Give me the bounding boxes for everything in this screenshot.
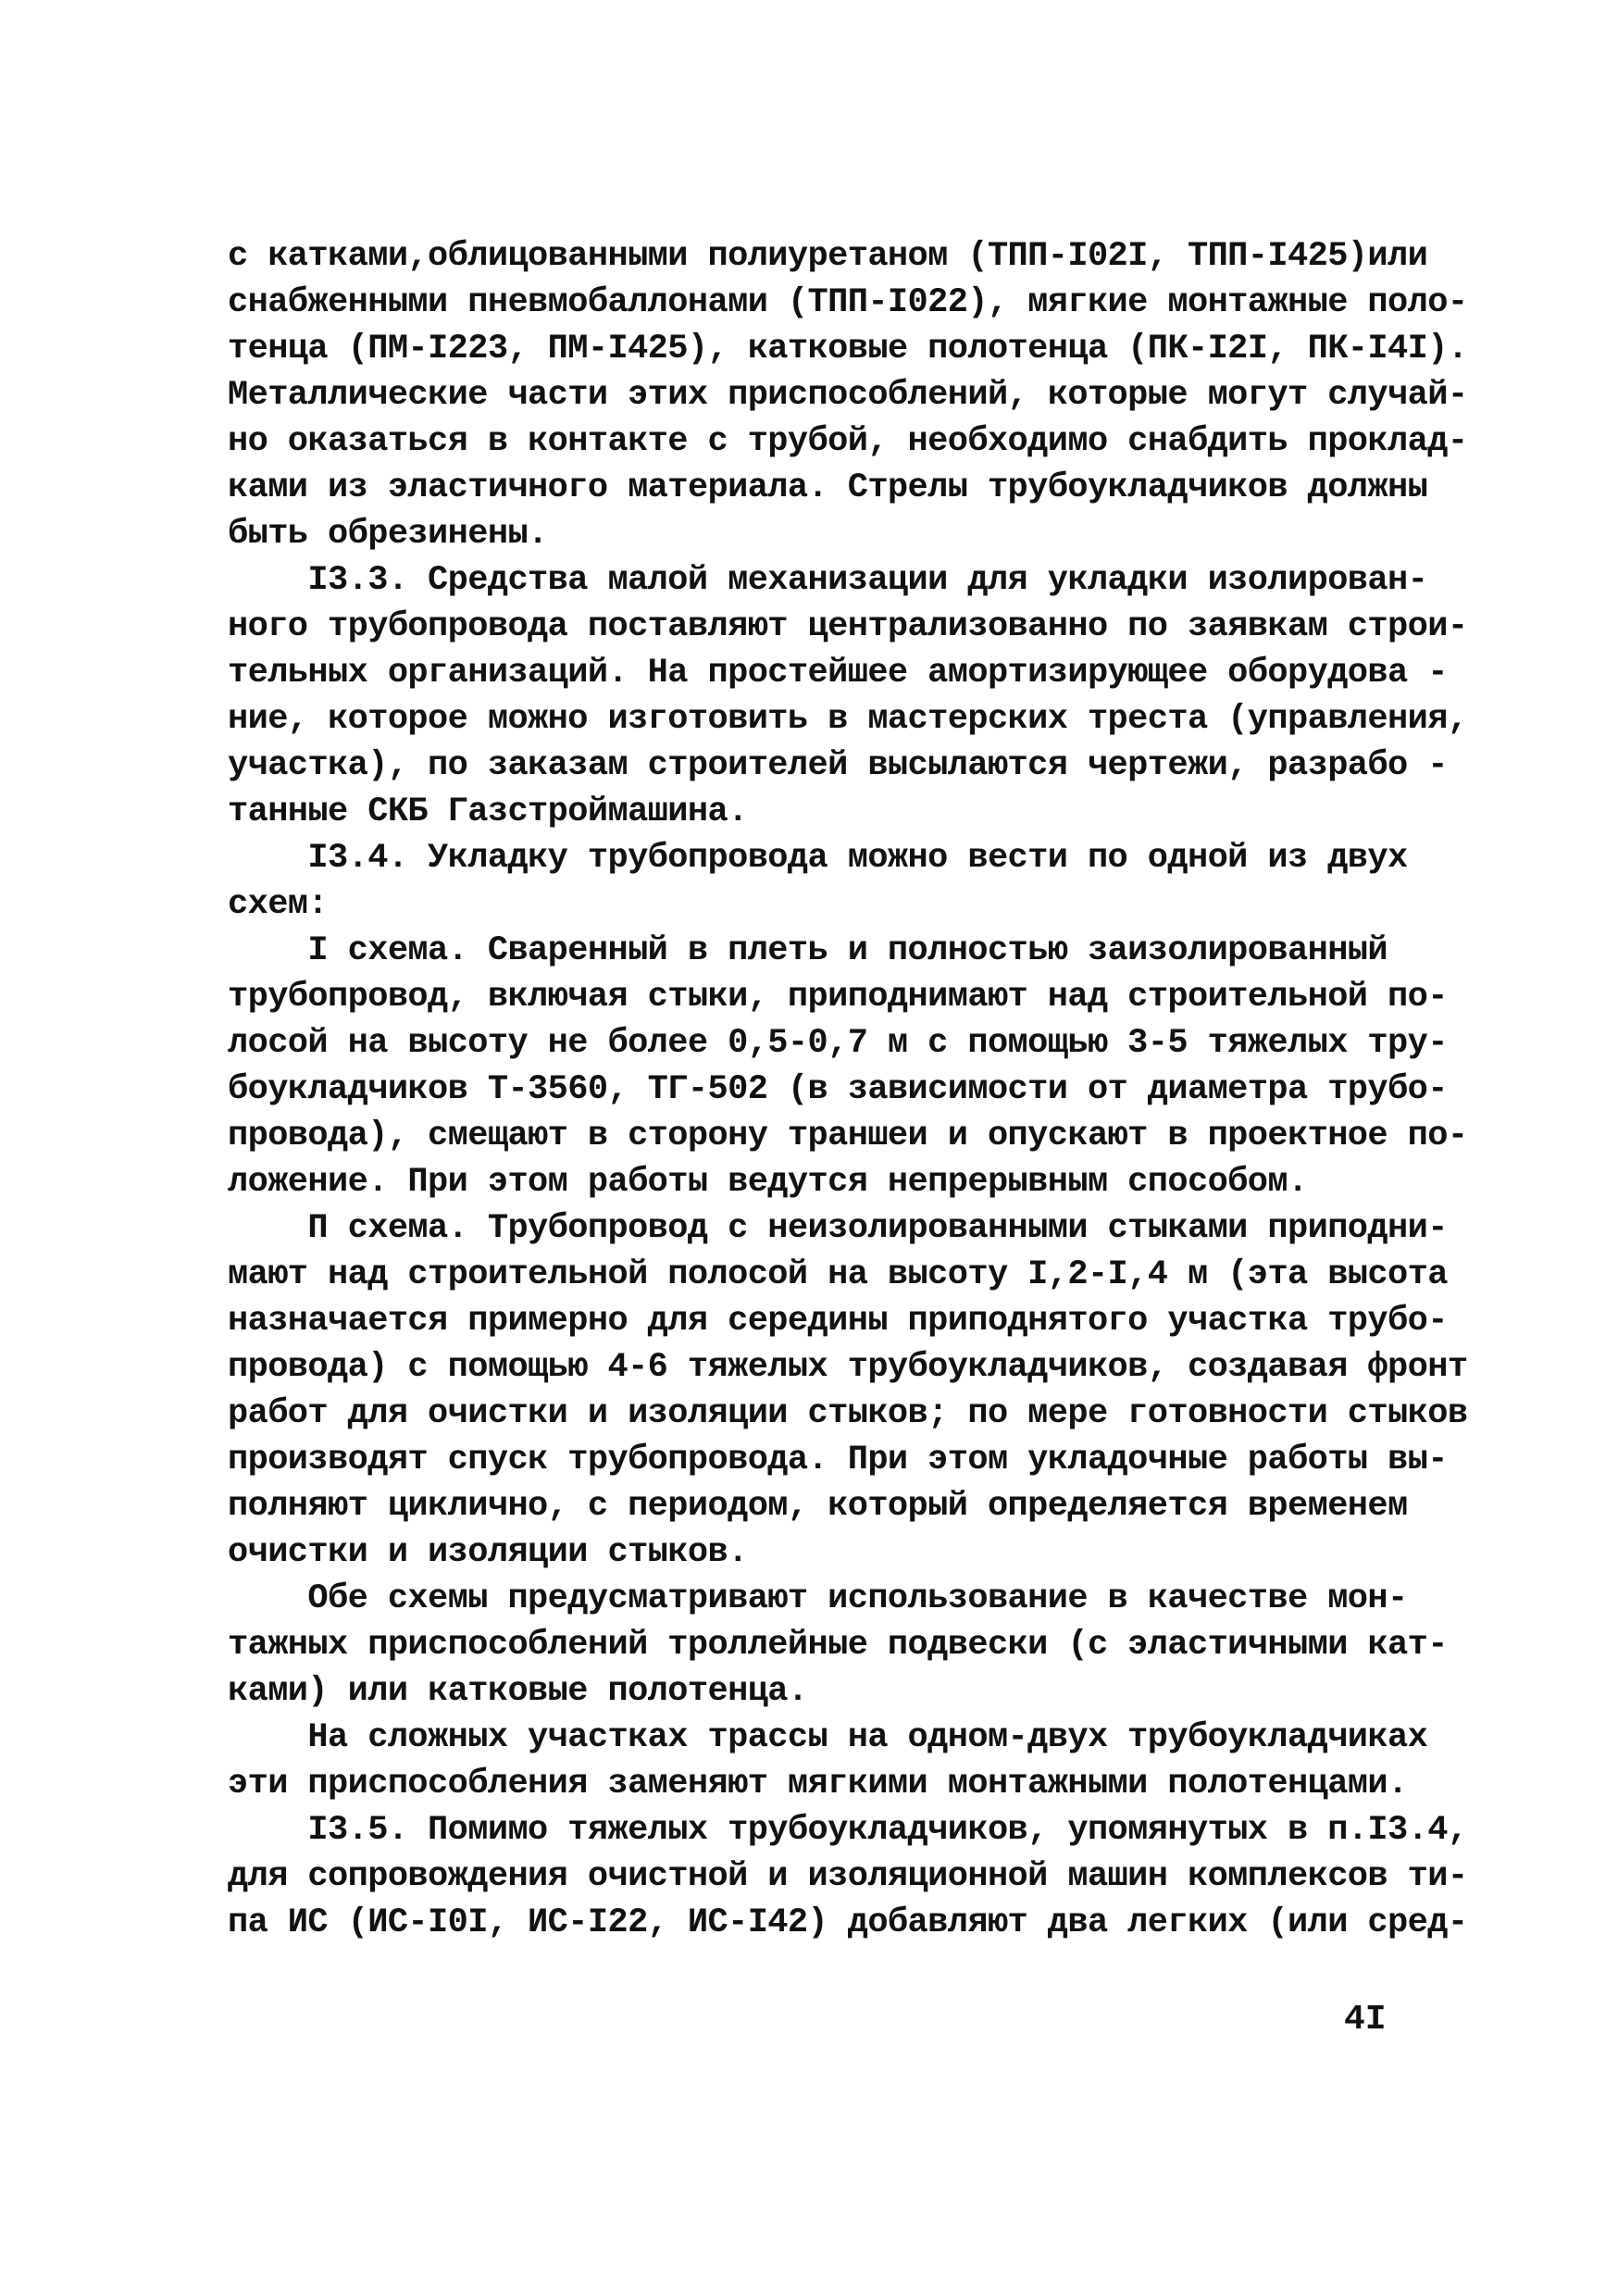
body-text: [228, 233, 1468, 1946]
text-line: очистки и изоляции стыков.: [228, 1533, 748, 1572]
text-line: производят спуск трубопровода. При этом укладочные работы вы-: [228, 1441, 1448, 1479]
text-line: но оказаться в контакте с трубой, необходимо снабдить проклад-: [228, 422, 1468, 461]
text-line: I3.4. Укладку трубопровода можно вести по одной из двух: [228, 839, 1408, 878]
text-line: танные СКБ Газстроймашина.: [228, 792, 748, 831]
text-line: снабженными пневмобаллонами (ТПП-I022), мягкие монтажные поло-: [228, 283, 1468, 322]
text-line: Обе схемы предусматривают использование в качестве мон-: [228, 1579, 1408, 1618]
text-line: быть обрезинены.: [228, 515, 548, 554]
text-line: участка), по заказам строителей высылаются чертежи, разрабо -: [228, 746, 1448, 785]
text-line: для сопровождения очистной и изоляционной машин комплексов ти-: [228, 1857, 1468, 1896]
text-line: I3.3. Средства малой механизации для укладки изолирован-: [228, 561, 1428, 600]
text-line: ложение. При этом работы ведутся непрерывным способом.: [228, 1163, 1308, 1202]
text-line: I схема. Сваренный в плеть и полностью заизолированный: [228, 931, 1388, 970]
page-number: 4I: [1344, 2000, 1387, 2040]
text-line: П схема. Трубопровод с неизолированными стыками приподни-: [228, 1209, 1448, 1248]
text-line: ние, которое можно изготовить в мастерских треста (управления,: [228, 700, 1468, 739]
text-line: провода) с помощью 4-6 тяжелых трубоукладчиков, создавая фронт: [228, 1348, 1468, 1387]
text-line: тенца (ПМ-I223, ПМ-I425), катковые полотенца (ПК-I2I, ПК-I4I).: [228, 330, 1468, 368]
text-line: ками из эластичного материала. Стрелы трубоукладчиков должны: [228, 468, 1428, 507]
text-line: схем:: [228, 885, 329, 924]
text-line: боукладчиков Т-3560, ТГ-502 (в зависимости от диаметра трубо-: [228, 1070, 1448, 1109]
text-line: тельных организаций. На простейшее амортизирующее оборудова -: [228, 654, 1448, 693]
text-line: с катками,облицованными полиуретаном (ТПП-I02I, ТПП-I425)или: [228, 237, 1428, 276]
text-line: Металлические части этих приспособлений, которые могут случай-: [228, 376, 1468, 415]
text-line: мают над строительной полосой на высоту I,2-I,4 м (эта высота: [228, 1255, 1448, 1294]
text-line: провода), смещают в сторону траншеи и опускают в проектное по-: [228, 1117, 1468, 1155]
text-line: лосой на высоту не более 0,5-0,7 м с помощью 3-5 тяжелых тру-: [228, 1024, 1448, 1063]
text-line: работ для очистки и изоляции стыков; по мере готовности стыков: [228, 1394, 1468, 1433]
text-line: эти приспособления заменяют мягкими монтажными полотенцами.: [228, 1765, 1408, 1803]
text-line: На сложных участках трассы на одном-двух трубоукладчиках: [228, 1718, 1428, 1757]
text-line: назначается примерно для середины приподнятого участка трубо-: [228, 1302, 1448, 1341]
text-line: полняют циклично, с периодом, который определяется временем: [228, 1487, 1408, 1526]
text-line: па ИС (ИС-I0I, ИС-I22, ИС-I42) добавляют два легких (или сред-: [228, 1903, 1468, 1942]
text-line: ками) или катковые полотенца.: [228, 1672, 808, 1711]
text-line: трубопровод, включая стыки, приподнимают над строительной по-: [228, 978, 1448, 1017]
text-line: тажных приспособлений троллейные подвески (с эластичными кат-: [228, 1626, 1448, 1665]
text-line: ного трубопровода поставляют централизованно по заявкам строи-: [228, 607, 1468, 646]
text-line: I3.5. Помимо тяжелых трубоукладчиков, упомянутых в п.I3.4,: [228, 1811, 1468, 1850]
